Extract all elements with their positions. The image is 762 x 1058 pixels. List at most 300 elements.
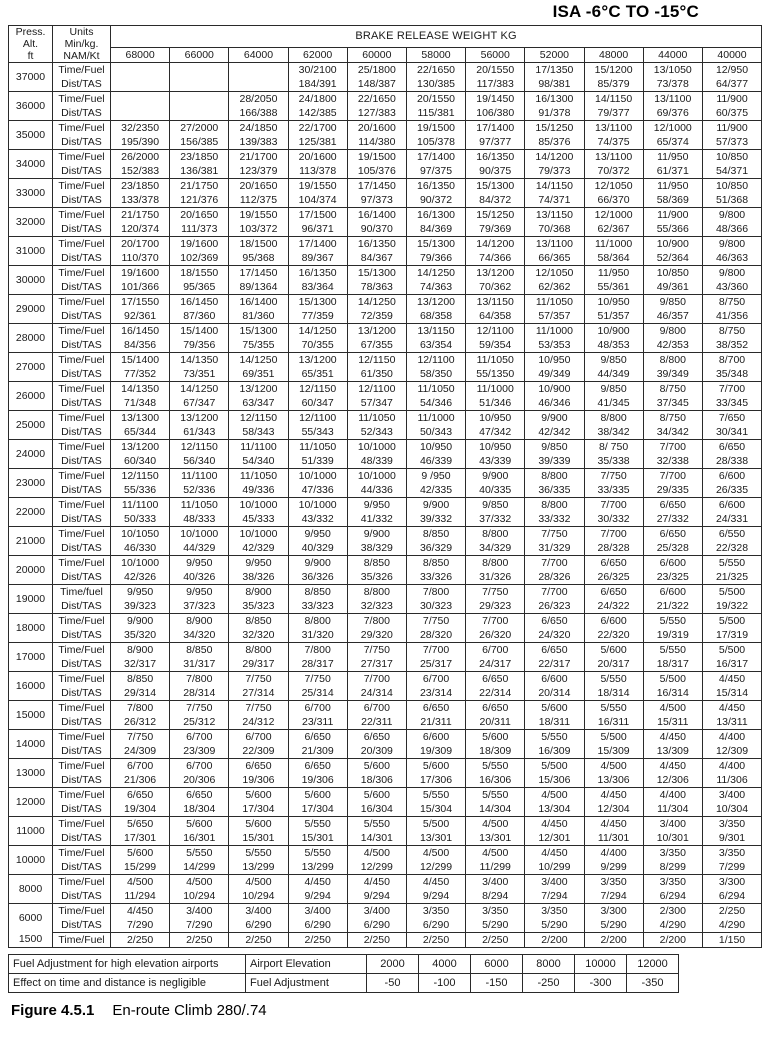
dist-tas-cell: 56/340 (170, 454, 229, 469)
dist-tas-cell: 57/357 (525, 309, 584, 324)
time-fuel-cell: 24/1800 (288, 92, 347, 107)
time-fuel-cell: 12/1100 (347, 382, 406, 397)
dist-tas-cell: 85/379 (584, 77, 643, 92)
dist-tas-cell: 19/304 (111, 802, 170, 817)
time-fuel-cell: 20/1550 (466, 63, 525, 78)
dist-tas-cell: 49/336 (229, 483, 288, 498)
time-fuel-cell: 4/450 (643, 730, 702, 745)
time-fuel-cell: 25/1800 (347, 63, 406, 78)
table-row (9, 585, 762, 600)
time-fuel-cell: 6/650 (466, 701, 525, 716)
time-fuel-cell: 10/1000 (229, 498, 288, 513)
time-fuel-cell: 23/1850 (111, 179, 170, 194)
elevation-value: 8000 (523, 955, 575, 974)
time-fuel-cell (229, 63, 288, 78)
time-fuel-cell: 2/200 (643, 933, 702, 948)
time-fuel-cell: 6/700 (170, 730, 229, 745)
altitude-cell: 23000 (9, 469, 53, 498)
header-units (53, 26, 111, 63)
time-fuel-cell: 10/1000 (111, 556, 170, 571)
time-fuel-cell: 9/950 (170, 556, 229, 571)
time-fuel-cell: 16/1300 (525, 92, 584, 107)
time-fuel-cell: 2/200 (584, 933, 643, 948)
time-fuel-cell: 5/600 (584, 643, 643, 658)
table-row (9, 831, 762, 846)
table-row (9, 266, 762, 281)
table-row (9, 715, 762, 730)
time-fuel-cell: 9/800 (702, 208, 761, 223)
altitude-cell: 10000 (9, 846, 53, 875)
dist-tas-cell: 58/350 (406, 367, 465, 382)
time-fuel-cell: 22/1650 (406, 63, 465, 78)
dist-tas-cell: 57/373 (702, 135, 761, 150)
dist-tas-cell: 85/376 (525, 135, 584, 150)
time-fuel-cell: 3/400 (643, 817, 702, 832)
altitude-cell: 12000 (9, 788, 53, 817)
header-weight-40000: 40000 (702, 48, 761, 63)
dist-tas-cell: 123/379 (229, 164, 288, 179)
time-fuel-cell: 6/650 (288, 759, 347, 774)
dist-tas-cell: 75/355 (229, 338, 288, 353)
row-label-time-fuel: Time/Fuel (53, 556, 111, 571)
time-fuel-cell: 7/750 (288, 672, 347, 687)
row-label-time-fuel: Time/Fuel (53, 788, 111, 803)
time-fuel-cell: 13/1100 (525, 237, 584, 252)
dist-tas-cell: 52/336 (170, 483, 229, 498)
time-fuel-cell: 5/600 (229, 788, 288, 803)
time-fuel-cell: 15/1300 (466, 179, 525, 194)
table-row (9, 164, 762, 179)
dist-tas-cell: 7/294 (525, 889, 584, 904)
dist-tas-cell: 24/320 (525, 628, 584, 643)
dist-tas-cell: 32/338 (643, 454, 702, 469)
time-fuel-cell: 8/800 (347, 585, 406, 600)
dist-tas-cell: 74/363 (406, 280, 465, 295)
time-fuel-cell: 6/600 (702, 469, 761, 484)
dist-tas-cell: 8/294 (466, 889, 525, 904)
time-fuel-cell: 8/800 (525, 498, 584, 513)
dist-tas-cell: 10/299 (525, 860, 584, 875)
time-fuel-cell: 7/800 (170, 672, 229, 687)
time-fuel-cell: 6/650 (229, 759, 288, 774)
dist-tas-cell: 25/314 (288, 686, 347, 701)
table-row (9, 309, 762, 324)
table-row (9, 411, 762, 426)
dist-tas-cell: 13/309 (643, 744, 702, 759)
performance-table (8, 25, 762, 948)
altitude-cell: 29000 (9, 295, 53, 324)
dist-tas-cell: 70/368 (525, 222, 584, 237)
dist-tas-cell: 28/320 (406, 628, 465, 643)
table-row (9, 773, 762, 788)
dist-tas-cell: 28/328 (584, 541, 643, 556)
time-fuel-cell: 4/450 (584, 817, 643, 832)
time-fuel-cell: 5/600 (170, 817, 229, 832)
adjustment-value: -350 (627, 974, 679, 993)
dist-tas-cell: 50/333 (111, 512, 170, 527)
time-fuel-cell: 8/ 750 (584, 440, 643, 455)
dist-tas-cell: 78/363 (347, 280, 406, 295)
dist-tas-cell: 22/328 (702, 541, 761, 556)
dist-tas-cell: 55/366 (643, 222, 702, 237)
time-fuel-cell: 19/1450 (466, 92, 525, 107)
header-weight-52000: 52000 (525, 48, 584, 63)
time-fuel-cell: 12/1050 (525, 266, 584, 281)
time-fuel-cell: 16/1350 (288, 266, 347, 281)
row-label-dist-tas: Dist/TAS (53, 483, 111, 498)
time-fuel-cell: 8/750 (643, 411, 702, 426)
time-fuel-cell: 20/1650 (170, 208, 229, 223)
time-fuel-cell: 27/2000 (170, 121, 229, 136)
time-fuel-cell: 17/1550 (111, 295, 170, 310)
time-fuel-cell: 6/650 (525, 643, 584, 658)
dist-tas-cell: 77/352 (111, 367, 170, 382)
dist-tas-cell: 92/361 (111, 309, 170, 324)
time-fuel-cell: 12/1000 (643, 121, 702, 136)
table-row (9, 802, 762, 817)
time-fuel-cell: 4/400 (702, 759, 761, 774)
time-fuel-cell: 11/1100 (170, 469, 229, 484)
dist-tas-cell: 19/322 (702, 599, 761, 614)
dist-tas-cell: 13/299 (288, 860, 347, 875)
altitude-cell: 24000 (9, 440, 53, 469)
airport-elevation-label: Airport Elevation (246, 955, 367, 974)
time-fuel-cell: 11/1050 (406, 382, 465, 397)
time-fuel-cell: 4/450 (347, 875, 406, 890)
time-fuel-cell: 4/450 (111, 904, 170, 919)
time-fuel-cell: 15/1250 (466, 208, 525, 223)
dist-tas-cell: 33/332 (525, 512, 584, 527)
dist-tas-cell: 42/326 (111, 570, 170, 585)
dist-tas-cell: 47/336 (288, 483, 347, 498)
dist-tas-cell: 42/342 (525, 425, 584, 440)
time-fuel-cell: 8/800 (288, 614, 347, 629)
row-label-time-fuel: Time/Fuel (53, 324, 111, 339)
table-row (9, 744, 762, 759)
altitude-cell: 19000 (9, 585, 53, 614)
time-fuel-cell: 12/1150 (111, 469, 170, 484)
time-fuel-cell: 5/550 (643, 614, 702, 629)
row-label-dist-tas: Dist/TAS (53, 193, 111, 208)
header-weight-62000: 62000 (288, 48, 347, 63)
time-fuel-cell: 5/550 (466, 788, 525, 803)
dist-tas-cell: 84/356 (111, 338, 170, 353)
dist-tas-cell (111, 106, 170, 121)
time-fuel-cell: 2/200 (525, 933, 584, 948)
dist-tas-cell: 33/335 (584, 483, 643, 498)
time-fuel-cell: 6/650 (643, 498, 702, 513)
dist-tas-cell: 64/377 (702, 77, 761, 92)
altitude-cell: 13000 (9, 759, 53, 788)
time-fuel-cell: 5/550 (229, 846, 288, 861)
time-fuel-cell (111, 63, 170, 78)
dist-tas-cell: 111/373 (170, 222, 229, 237)
time-fuel-cell: 7/750 (229, 701, 288, 716)
dist-tas-cell: 23/311 (288, 715, 347, 730)
row-label-dist-tas: Dist/TAS (53, 77, 111, 92)
time-fuel-cell: 26/2000 (111, 150, 170, 165)
row-label-dist-tas: Dist/TAS (53, 454, 111, 469)
dist-tas-cell: 10/301 (643, 831, 702, 846)
row-label-time-fuel: Time/Fuel (53, 904, 111, 919)
dist-tas-cell: 6/290 (229, 918, 288, 933)
time-fuel-cell: 20/1700 (111, 237, 170, 252)
time-fuel-cell: 10/950 (406, 440, 465, 455)
header-weight-64000: 64000 (229, 48, 288, 63)
time-fuel-cell: 12/1100 (288, 411, 347, 426)
table-row (9, 222, 762, 237)
time-fuel-cell: 8/850 (406, 556, 465, 571)
time-fuel-cell: 13/1200 (288, 353, 347, 368)
table-row (9, 512, 762, 527)
time-fuel-cell: 9/850 (643, 295, 702, 310)
dist-tas-cell: 24/322 (584, 599, 643, 614)
dist-tas-cell: 87/360 (170, 309, 229, 324)
table-row (9, 846, 762, 861)
table-row (9, 614, 762, 629)
dist-tas-cell: 41/345 (584, 396, 643, 411)
table-row (9, 643, 762, 658)
row-label-dist-tas: Dist/TAS (53, 367, 111, 382)
dist-tas-cell: 24/314 (347, 686, 406, 701)
time-fuel-cell: 4/500 (229, 875, 288, 890)
time-fuel-cell: 7/700 (702, 382, 761, 397)
altitude-cell: 33000 (9, 179, 53, 208)
table-row (9, 628, 762, 643)
time-fuel-cell: 15/1300 (406, 237, 465, 252)
dist-tas-cell: 26/320 (466, 628, 525, 643)
dist-tas-cell: 156/385 (170, 135, 229, 150)
time-fuel-cell: 10/1000 (288, 469, 347, 484)
dist-tas-cell: 39/332 (406, 512, 465, 527)
time-fuel-cell: 7/750 (229, 672, 288, 687)
dist-tas-cell: 98/381 (525, 77, 584, 92)
time-fuel-cell: 19/1600 (111, 266, 170, 281)
table-row (9, 889, 762, 904)
time-fuel-cell: 11/950 (643, 150, 702, 165)
altitude-cell: 25000 (9, 411, 53, 440)
time-fuel-cell: 7/800 (111, 701, 170, 716)
dist-tas-cell: 20/311 (466, 715, 525, 730)
time-fuel-cell: 4/500 (643, 701, 702, 716)
dist-tas-cell: 79/377 (584, 106, 643, 121)
dist-tas-cell: 14/301 (347, 831, 406, 846)
dist-tas-cell (170, 106, 229, 121)
time-fuel-cell: 9/850 (466, 498, 525, 513)
row-label-dist-tas: Dist/TAS (53, 744, 111, 759)
time-fuel-cell: 11/1050 (288, 440, 347, 455)
time-fuel-cell: 6/700 (229, 730, 288, 745)
altitude-cell: 30000 (9, 266, 53, 295)
time-fuel-cell: 9/900 (347, 527, 406, 542)
dist-tas-cell: 24/309 (111, 744, 170, 759)
dist-tas-cell: 17/304 (229, 802, 288, 817)
time-fuel-cell: 6/700 (347, 701, 406, 716)
adjustment-value: -300 (575, 974, 627, 993)
time-fuel-cell: 9/800 (702, 266, 761, 281)
dist-tas-cell: 112/375 (229, 193, 288, 208)
time-fuel-cell: 9/850 (584, 382, 643, 397)
time-fuel-cell: 10/950 (466, 411, 525, 426)
table-row (9, 135, 762, 150)
dist-tas-cell: 97/375 (406, 164, 465, 179)
dist-tas-cell: 67/347 (170, 396, 229, 411)
altitude-cell: 27000 (9, 353, 53, 382)
row-label-time-fuel: Time/Fuel (53, 469, 111, 484)
table-row (9, 208, 762, 223)
dist-tas-cell: 55/336 (111, 483, 170, 498)
dist-tas-cell: 48/366 (702, 222, 761, 237)
table-head (9, 26, 762, 63)
time-fuel-cell: 13/1200 (170, 411, 229, 426)
time-fuel-cell: 23/1850 (170, 150, 229, 165)
dist-tas-cell: 73/351 (170, 367, 229, 382)
dist-tas-cell: 22/317 (525, 657, 584, 672)
time-fuel-cell: 20/1600 (288, 150, 347, 165)
time-fuel-cell: 6/650 (702, 440, 761, 455)
time-fuel-cell: 14/1250 (229, 353, 288, 368)
header-weight-48000: 48000 (584, 48, 643, 63)
dist-tas-cell: 69/351 (229, 367, 288, 382)
time-fuel-cell: 17/1500 (288, 208, 347, 223)
time-fuel-cell: 8/800 (643, 353, 702, 368)
dist-tas-cell: 35/323 (229, 599, 288, 614)
time-fuel-cell: 21/1750 (170, 179, 229, 194)
dist-tas-cell: 5/290 (584, 918, 643, 933)
time-fuel-cell: 11/1050 (229, 469, 288, 484)
dist-tas-cell: 16/314 (643, 686, 702, 701)
row-label-time-fuel: Time/Fuel (53, 92, 111, 107)
time-fuel-cell: 9/900 (111, 614, 170, 629)
table-row (9, 498, 762, 513)
table-row (9, 150, 762, 165)
dist-tas-cell: 29/314 (111, 686, 170, 701)
table-row (9, 541, 762, 556)
time-fuel-cell: 3/350 (643, 846, 702, 861)
time-fuel-cell: 17/1400 (466, 121, 525, 136)
table-row (9, 295, 762, 310)
time-fuel-cell: 12/1100 (466, 324, 525, 339)
dist-tas-cell: 28/314 (170, 686, 229, 701)
dist-tas-cell: 38/352 (702, 338, 761, 353)
time-fuel-cell: 9/900 (288, 556, 347, 571)
row-label-dist-tas: Dist/TAS (53, 512, 111, 527)
time-fuel-cell: 10/1000 (170, 527, 229, 542)
dist-tas-cell: 15/311 (643, 715, 702, 730)
time-fuel-cell: 12/1100 (406, 353, 465, 368)
dist-tas-cell: 63/354 (406, 338, 465, 353)
time-fuel-cell: 4/500 (466, 846, 525, 861)
time-fuel-cell: 8/850 (170, 643, 229, 658)
time-fuel-cell: 5/550 (584, 672, 643, 687)
row-label-time-fuel: Time/Fuel (53, 353, 111, 368)
dist-tas-cell: 16/317 (702, 657, 761, 672)
dist-tas-cell: 5/290 (525, 918, 584, 933)
row-label-time-fuel: Time/Fuel (53, 527, 111, 542)
table-row (9, 817, 762, 832)
dist-tas-cell: 11/301 (584, 831, 643, 846)
dist-tas-cell: 58/343 (229, 425, 288, 440)
dist-tas-cell: 62/367 (584, 222, 643, 237)
time-fuel-cell: 5/600 (525, 701, 584, 716)
time-fuel-cell: 3/300 (702, 875, 761, 890)
dist-tas-cell: 18/309 (466, 744, 525, 759)
dist-tas-cell: 51/368 (702, 193, 761, 208)
table-row (9, 280, 762, 295)
dist-tas-cell: 37/345 (643, 396, 702, 411)
time-fuel-cell: 18/1500 (229, 237, 288, 252)
dist-tas-cell: 13/301 (406, 831, 465, 846)
fuel-adjustment-note-line1: Fuel Adjustment for high elevation airports (9, 955, 246, 974)
time-fuel-cell: 20/1650 (229, 179, 288, 194)
dist-tas-cell: 25/317 (406, 657, 465, 672)
dist-tas-cell: 18/304 (170, 802, 229, 817)
time-fuel-cell: 4/500 (347, 846, 406, 861)
table-row (9, 440, 762, 455)
dist-tas-cell: 71/348 (111, 396, 170, 411)
dist-tas-cell: 139/383 (229, 135, 288, 150)
dist-tas-cell: 42/353 (643, 338, 702, 353)
time-fuel-cell: 5/600 (347, 788, 406, 803)
row-label-time-fuel: Time/Fuel (53, 875, 111, 890)
dist-tas-cell: 29/323 (466, 599, 525, 614)
dist-tas-cell: 62/362 (525, 280, 584, 295)
time-fuel-cell: 7/700 (643, 469, 702, 484)
time-fuel-cell: 5/650 (111, 817, 170, 832)
time-fuel-cell: 9/950 (111, 585, 170, 600)
dist-tas-cell: 70/362 (466, 280, 525, 295)
dist-tas-cell: 19/306 (229, 773, 288, 788)
dist-tas-cell: 14/304 (466, 802, 525, 817)
dist-tas-cell: 96/371 (288, 222, 347, 237)
elevation-value: 4000 (419, 955, 471, 974)
row-label-dist-tas: Dist/TAS (53, 541, 111, 556)
dist-tas-cell: 58/369 (643, 193, 702, 208)
header-pressure-altitude-line3: ft (27, 50, 34, 62)
dist-tas-cell: 54/346 (406, 396, 465, 411)
dist-tas-cell: 15/301 (288, 831, 347, 846)
dist-tas-cell: 39/339 (525, 454, 584, 469)
dist-tas-cell: 106/380 (466, 106, 525, 121)
dist-tas-cell: 152/383 (111, 164, 170, 179)
time-fuel-cell: 3/400 (525, 875, 584, 890)
table-row (9, 425, 762, 440)
time-fuel-cell: 7/750 (466, 585, 525, 600)
row-label-dist-tas: Dist/TAS (53, 309, 111, 324)
dist-tas-cell: 10/294 (229, 889, 288, 904)
dist-tas-cell: 148/387 (347, 77, 406, 92)
row-label-time-fuel: Time/Fuel (53, 295, 111, 310)
row-label-time-fuel: Time/Fuel (53, 63, 111, 78)
dist-tas-cell: 43/339 (466, 454, 525, 469)
time-fuel-cell: 4/450 (525, 817, 584, 832)
table-row (9, 324, 762, 339)
dist-tas-cell: 33/345 (702, 396, 761, 411)
row-label-time-fuel: Time/Fuel (53, 208, 111, 223)
dist-tas-cell (229, 77, 288, 92)
row-label-time-fuel: Time/Fuel (53, 237, 111, 252)
time-fuel-cell: 11/1100 (111, 498, 170, 513)
row-label-time-fuel: Time/Fuel (53, 121, 111, 136)
time-fuel-cell: 9/950 (170, 585, 229, 600)
time-fuel-cell: 8/800 (466, 556, 525, 571)
row-label-time-fuel: Time/Fuel (53, 846, 111, 861)
dist-tas-cell: 184/391 (288, 77, 347, 92)
table-row (9, 396, 762, 411)
time-fuel-cell: 14/1250 (347, 295, 406, 310)
dist-tas-cell: 15/299 (111, 860, 170, 875)
dist-tas-cell: 83/364 (288, 280, 347, 295)
